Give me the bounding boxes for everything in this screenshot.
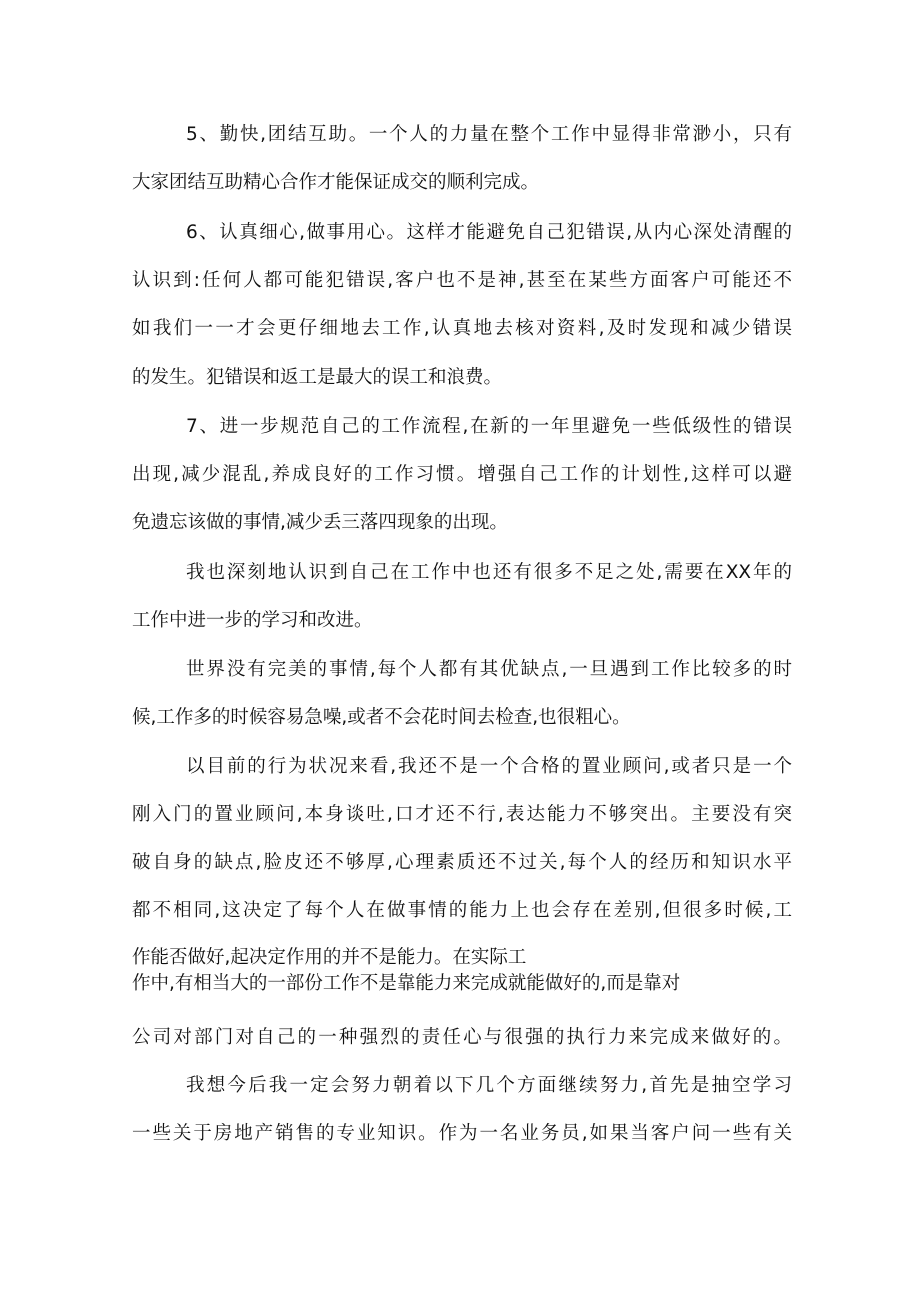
paragraph-7-line-1: 7、进一步规范自己的工作流程,在新的一年里避免一些低级性的错误 [186, 416, 792, 437]
paragraph-6-line-3: 如我们一一才会更仔细地去工作,认真地去核对资料,及时发现和减少错误 [132, 318, 792, 339]
paragraph-9-line-2: 候,工作多的时候容易急噪,或者不会花时间去检查,也很粗心。 [132, 707, 631, 728]
paragraph-10-line-5: 作能否做好,起决定作用的并不是能力。在实际工 [132, 947, 527, 968]
paragraph-5-line-2: 大家团结互助精心合作才能保证成交的顺利完成。 [132, 172, 540, 193]
paragraph-5-line-1: 5、勤快,团结互助。一个人的力量在整个工作中显得非常渺小，只有 [186, 124, 792, 145]
paragraph-10-line-6: 作中,有相当大的一部份工作不是靠能力来完成就能做好的,而是靠对 [132, 973, 681, 994]
paragraph-7-line-2: 出现,减少混乱,养成良好的工作习惯。增强自己工作的计划性,这样可以避 [132, 464, 792, 485]
paragraph-7-line-3: 免遗忘该做的事情,减少丢三落四现象的出现。 [132, 512, 508, 533]
paragraph-6-line-4: 的发生。犯错误和返工是最大的误工和浪费。 [132, 367, 503, 388]
paragraph-10-line-2: 刚入门的置业顾问,本身谈吐,口才还不行,表达能力不够突出。主要没有突 [132, 804, 792, 825]
paragraph-6-line-2: 认识到:任何人都可能犯错误,客户也不是神,甚至在某些方面客户可能还不 [132, 270, 792, 291]
paragraph-6-line-1: 6、认真细心,做事用心。这样才能避免自己犯错误,从内心深处清醒的 [186, 222, 792, 243]
paragraph-10-line-4: 都不相同,这决定了每个人在做事情的能力上也会存在差别,但很多时候,工 [132, 900, 792, 921]
paragraph-10-line-1: 以目前的行为状况来看,我还不是一个合格的置业顾问,或者只是一个 [186, 756, 792, 777]
paragraph-8-line-2: 工作中进一步的学习和改进。 [132, 610, 373, 631]
paragraph-10-line-3: 破自身的缺点,脸皮还不够厚,心理素质还不过关,每个人的经历和知识水平 [132, 852, 792, 873]
paragraph-8-line-1: 我也深刻地认识到自己在工作中也还有很多不足之处,需要在XX年的 [186, 562, 792, 583]
paragraph-11-line-2: 一些关于房地产销售的专业知识。作为一名业务员,如果当客户问一些有关 [132, 1123, 792, 1144]
paragraph-9-line-1: 世界没有完美的事情,每个人都有其优缺点,一旦遇到工作比较多的时 [186, 659, 792, 680]
paragraph-10-line-7: 公司对部门对自己的一种强烈的责任心与很强的执行力来完成来做好的。 [132, 1027, 792, 1048]
paragraph-11-line-1: 我想今后我一定会努力朝着以下几个方面继续努力,首先是抽空学习 [186, 1075, 792, 1096]
